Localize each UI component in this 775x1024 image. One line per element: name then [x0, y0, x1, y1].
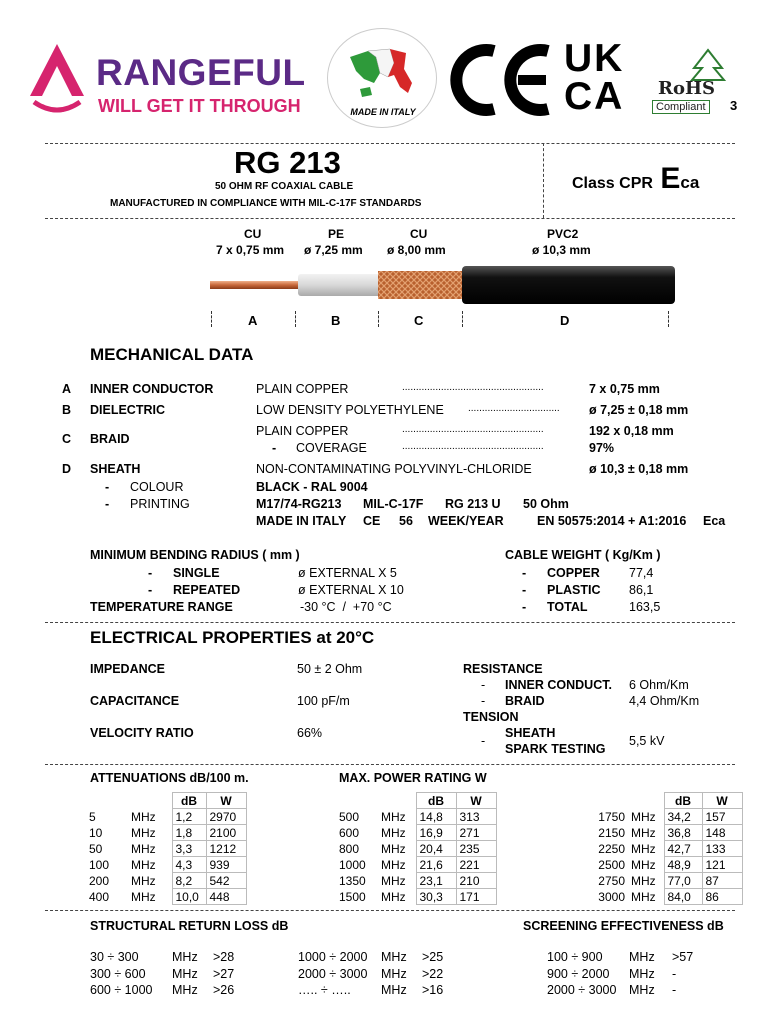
layer-c-material: CU	[410, 227, 428, 241]
table-row	[336, 857, 496, 873]
cpr-class	[572, 162, 699, 196]
mech-value: 97%	[589, 441, 615, 455]
layer-tick	[295, 311, 296, 327]
mech-name: PRINTING	[130, 497, 190, 511]
mech-name: DIELECTRIC	[90, 403, 165, 417]
column-db-header: dB	[172, 793, 206, 809]
cell-unit: MHz	[631, 857, 656, 872]
temperature-label: TEMPERATURE RANGE	[90, 600, 233, 614]
cell-freq: 10	[89, 825, 103, 840]
mech-dots: ...................................................	[402, 382, 544, 393]
cell-freq: 1750	[598, 809, 625, 824]
divider	[45, 143, 735, 144]
cell-unit: MHz	[131, 841, 156, 856]
mech-code: A	[62, 382, 72, 396]
mech-code: B	[62, 403, 72, 417]
divider-vertical	[543, 143, 544, 218]
cell-unit: MHz	[381, 841, 406, 856]
mech-desc: LOW DENSITY POLYETHYLENE	[256, 403, 444, 417]
screening-unit: MHz	[629, 966, 655, 981]
electrical-title: ELECTRICAL PROPERTIES at 20°C	[90, 628, 375, 647]
return-loss-unit: MHz	[381, 950, 407, 964]
column-w-header: W	[456, 793, 496, 809]
divider	[45, 910, 735, 911]
table-row	[584, 889, 742, 905]
table-row	[336, 873, 496, 889]
cell-db: 30,3	[416, 889, 456, 905]
table-row	[584, 857, 742, 873]
layer-c-size: ø 8,00 mm	[387, 243, 446, 257]
screening-unit: MHz	[629, 950, 655, 964]
weight-total-label: TOTAL	[547, 600, 588, 614]
column-w-header: W	[702, 793, 742, 809]
screening-range: 100 ÷ 900	[547, 950, 603, 964]
attenuation-table-2	[336, 792, 497, 905]
attenuation-title: ATTENUATIONS dB/100 m.	[90, 771, 249, 785]
return-loss-unit: MHz	[381, 966, 407, 981]
return-loss-unit: MHz	[381, 983, 407, 997]
resistance-title: RESISTANCE	[463, 662, 543, 676]
cell-w: 2970	[206, 809, 246, 825]
mech-dash: -	[105, 497, 110, 511]
mech-row-c-coverage	[0, 441, 775, 457]
dash: -	[148, 566, 153, 580]
return-loss-unit: MHz	[172, 966, 198, 981]
cpr-sub: ca	[680, 173, 700, 192]
layer-a-material: CU	[244, 227, 262, 241]
inner-resistance-row	[0, 678, 775, 694]
cell-db: 1,8	[172, 825, 206, 841]
cell-unit: MHz	[131, 873, 156, 888]
product-model: RG 213	[234, 145, 341, 180]
cell-db: 10,0	[172, 889, 206, 905]
rohs-label: RoHS	[658, 78, 715, 99]
divider	[45, 622, 735, 623]
italy-map-icon	[346, 43, 420, 103]
screening-value: -	[672, 966, 677, 981]
mech-row-c-copper	[0, 424, 775, 440]
tension-row	[0, 710, 775, 726]
printing-text: EN 50575:2014 + A1:2016	[537, 514, 687, 528]
cell-db: 14,8	[416, 809, 456, 825]
mech-row-colour	[0, 480, 775, 496]
mech-desc: COVERAGE	[296, 441, 367, 455]
impedance-label: IMPEDANCE	[90, 662, 166, 676]
mech-name: INNER CONDUCTOR	[90, 382, 214, 396]
bending-single-label: SINGLE	[173, 566, 220, 580]
cpr-big: E	[660, 162, 681, 195]
made-in-italy-text: MADE IN ITALY	[350, 107, 416, 117]
layer-a-letter: A	[248, 313, 258, 328]
cell-freq: 600	[339, 825, 360, 840]
mech-value: ø 10,3 ± 0,18 mm	[589, 462, 689, 476]
empty-header	[378, 793, 416, 809]
spark-row	[0, 742, 775, 758]
layer-tick	[378, 311, 379, 327]
empty-header	[336, 793, 378, 809]
mech-dots: ...................................................	[402, 424, 544, 435]
bending-single-value: ø EXTERNAL X 5	[298, 566, 397, 580]
cell-freq: 1350	[339, 873, 366, 888]
cell-freq: 2750	[598, 873, 625, 888]
weight-total-value: 163,5	[629, 600, 661, 614]
cell-w: 1212	[206, 841, 246, 857]
cell-w: 2100	[206, 825, 246, 841]
return-loss-value: >26	[213, 983, 235, 997]
cell-db: 36,8	[664, 825, 702, 841]
mech-name: COLOUR	[130, 480, 184, 494]
weight-copper-value: 77,4	[629, 566, 654, 580]
mech-row-printing-2	[0, 514, 775, 530]
table-row	[86, 841, 246, 857]
cell-w: 133	[702, 841, 742, 857]
brand-tagline: WILL GET IT THROUGH	[98, 96, 301, 116]
return-loss-value: >16	[422, 983, 444, 997]
temperature-row	[0, 600, 775, 616]
layer-b-size: ø 7,25 mm	[304, 243, 363, 257]
cell-freq: 2150	[598, 825, 625, 840]
capacitance-value: 100 pF/m	[297, 694, 350, 708]
dash: -	[481, 694, 486, 708]
bending-repeated-label: REPEATED	[173, 583, 241, 597]
ukca-top: UK	[564, 37, 625, 80]
cell-w: 235	[456, 841, 496, 857]
ukca-mark	[564, 37, 644, 120]
return-loss-range: ….. ÷ …..	[298, 983, 351, 997]
bending-repeated-value: ø EXTERNAL X 10	[298, 583, 404, 597]
divider	[45, 218, 735, 219]
dash: -	[522, 583, 527, 597]
capacitance-label: CAPACITANCE	[90, 694, 180, 708]
bending-repeated-row	[0, 583, 775, 599]
printing-text: Eca	[703, 514, 726, 528]
return-loss-value: >27	[213, 966, 235, 981]
cell-w: 86	[702, 889, 742, 905]
table-row	[86, 889, 246, 905]
mech-row-d	[0, 462, 775, 478]
bending-single-row	[0, 566, 775, 582]
printing-text: MADE IN ITALY	[256, 514, 347, 528]
attenuation-header-row	[86, 793, 246, 809]
cell-unit: MHz	[131, 825, 156, 840]
dash: -	[522, 566, 527, 580]
cell-w: 171	[456, 889, 496, 905]
screening-range: 2000 ÷ 3000	[547, 983, 617, 997]
attenuation-header-row	[584, 793, 742, 809]
cell-freq: 500	[339, 809, 360, 824]
screening-value: >57	[672, 950, 694, 964]
braid-resistance-value: 4,4 Ohm/Km	[629, 694, 700, 708]
cell-db: 16,9	[416, 825, 456, 841]
impedance-value: 50 ± 2 Ohm	[297, 662, 363, 676]
mech-desc: PLAIN COPPER	[256, 382, 349, 396]
cell-db: 1,2	[172, 809, 206, 825]
table-row	[584, 825, 742, 841]
cell-unit: MHz	[381, 873, 406, 888]
cell-unit: MHz	[381, 889, 406, 904]
cell-unit: MHz	[631, 889, 656, 904]
printing-text: M17/74-RG213	[256, 497, 342, 511]
table-row	[584, 873, 742, 889]
screening-unit: MHz	[629, 983, 655, 997]
temperature-value: -30 °C / +70 °C	[300, 600, 392, 614]
inner-resistance-label: INNER CONDUCT.	[505, 678, 612, 692]
cell-db: 84,0	[664, 889, 702, 905]
ukca-bottom: CA	[564, 75, 625, 118]
mech-value: 192 x 0,18 mm	[589, 424, 674, 438]
dash: -	[522, 600, 527, 614]
printing-text: 56	[399, 514, 413, 528]
dash: -	[481, 678, 486, 692]
cell-db: 8,2	[172, 873, 206, 889]
screening-value: -	[672, 983, 677, 997]
weight-plastic-label: PLASTIC	[547, 583, 601, 597]
bending-title: MINIMUM BENDING RADIUS ( mm )	[90, 548, 300, 562]
cell-db: 20,4	[416, 841, 456, 857]
weight-plastic-value: 86,1	[629, 583, 654, 597]
spark-label: SPARK TESTING	[505, 742, 606, 756]
mech-desc: PLAIN COPPER	[256, 424, 349, 438]
mech-name: BRAID	[90, 432, 130, 446]
velocity-value: 66%	[297, 726, 323, 740]
empty-header	[86, 793, 128, 809]
cell-w: 210	[456, 873, 496, 889]
dash: -	[481, 734, 486, 748]
cell-w: 87	[702, 873, 742, 889]
tension-title: TENSION	[463, 710, 519, 724]
empty-header	[628, 793, 664, 809]
empty-header	[128, 793, 172, 809]
cell-freq: 1000	[339, 857, 366, 872]
cell-db: 77,0	[664, 873, 702, 889]
cell-unit: MHz	[631, 841, 656, 856]
made-in-italy-badge	[327, 28, 437, 128]
cell-db: 4,3	[172, 857, 206, 873]
cell-db: 23,1	[416, 873, 456, 889]
cell-w: 448	[206, 889, 246, 905]
table-row	[336, 841, 496, 857]
return-loss-value: >25	[422, 950, 444, 964]
mech-dots: .................................	[468, 403, 560, 414]
cpr-label: Class CPR	[572, 175, 653, 192]
product-standard: MANUFACTURED IN COMPLIANCE WITH MIL-C-17F STANDARDS	[110, 198, 422, 209]
table-row	[584, 841, 742, 857]
layer-d-material: PVC2	[547, 227, 579, 241]
velocity-label: VELOCITY RATIO	[90, 726, 194, 740]
layer-d-size: ø 10,3 mm	[532, 243, 591, 257]
empty-header	[584, 793, 628, 809]
mech-desc: NON-CONTAMINATING POLYVINYL-CHLORIDE	[256, 462, 532, 476]
return-loss-unit: MHz	[172, 950, 198, 964]
attenuation-table-1	[86, 792, 247, 905]
inner-resistance-value: 6 Ohm/Km	[629, 678, 689, 692]
cell-freq: 2250	[598, 841, 625, 856]
cell-unit: MHz	[381, 809, 406, 824]
layer-c-letter: C	[414, 313, 424, 328]
layer-b-material: PE	[328, 227, 345, 241]
table-row	[86, 873, 246, 889]
printing-text: 50 Ohm	[523, 497, 569, 511]
screening-title: SCREENING EFFECTIVENESS dB	[523, 919, 724, 933]
cell-freq: 5	[89, 809, 96, 824]
column-db-header: dB	[664, 793, 702, 809]
return-loss-range: 2000 ÷ 3000	[298, 966, 368, 981]
cell-freq: 800	[339, 841, 360, 856]
power-title: MAX. POWER RATING W	[339, 771, 487, 785]
printing-text: MIL-C-17F	[363, 497, 424, 511]
layer-b-letter: B	[331, 313, 341, 328]
layer-d-letter: D	[560, 313, 570, 328]
divider	[45, 764, 735, 765]
layer-tick	[211, 311, 212, 327]
return-loss-title: STRUCTURAL RETURN LOSS dB	[90, 919, 289, 933]
cell-unit: MHz	[131, 889, 156, 904]
weight-title: CABLE WEIGHT ( Kg/Km )	[505, 548, 661, 562]
rohs-compliant: Compliant	[652, 100, 710, 114]
cell-freq: 100	[89, 857, 110, 872]
return-loss-unit: MHz	[172, 983, 198, 997]
cell-w: 271	[456, 825, 496, 841]
printing-text: WEEK/YEAR	[428, 514, 504, 528]
return-loss-value: >22	[422, 966, 444, 981]
mech-code: C	[62, 432, 72, 446]
mech-value: 7 x 0,75 mm	[589, 382, 660, 396]
table-row	[86, 857, 246, 873]
mech-row-printing	[0, 497, 775, 513]
rangeful-logo	[22, 40, 312, 120]
return-loss-value: >28	[213, 950, 235, 964]
mech-value: BLACK - RAL 9004	[256, 480, 368, 494]
layer-tick	[668, 311, 669, 327]
rangeful-mark-icon	[22, 40, 92, 120]
cell-unit: MHz	[131, 857, 156, 872]
column-db-header: dB	[416, 793, 456, 809]
cell-w: 221	[456, 857, 496, 873]
cell-w: 148	[702, 825, 742, 841]
cell-w: 542	[206, 873, 246, 889]
cell-freq: 400	[89, 889, 110, 904]
ce-mark	[448, 35, 553, 125]
column-w-header: W	[206, 793, 246, 809]
cell-freq: 3000	[598, 889, 625, 904]
table-row	[86, 825, 246, 841]
mech-name: SHEATH	[90, 462, 141, 476]
cell-freq: 50	[89, 841, 103, 856]
capacitance-row	[0, 694, 775, 710]
rohs-number: 3	[730, 98, 738, 113]
attenuation-table-3	[584, 792, 743, 905]
mech-dots: ...................................................	[402, 441, 544, 452]
mech-value: ø 7,25 ± 0,18 mm	[589, 403, 689, 417]
cell-w: 157	[702, 809, 742, 825]
cell-w: 939	[206, 857, 246, 873]
cell-w: 313	[456, 809, 496, 825]
braid-resistance-label: BRAID	[505, 694, 545, 708]
impedance-row	[0, 662, 775, 678]
weight-copper-label: COPPER	[547, 566, 600, 580]
mechanical-title: MECHANICAL DATA	[90, 345, 254, 364]
rohs-badge	[650, 48, 750, 120]
printing-text: CE	[363, 514, 381, 528]
cell-db: 3,3	[172, 841, 206, 857]
cell-unit: MHz	[381, 825, 406, 840]
cell-db: 48,9	[664, 857, 702, 873]
tree-icon	[688, 48, 728, 82]
mech-dash: -	[105, 480, 110, 494]
bending-title-row	[0, 548, 775, 564]
brand-name: RANGEFUL	[96, 52, 306, 93]
ce-mark-icon	[448, 35, 553, 125]
cell-unit: MHz	[631, 825, 656, 840]
table-row	[336, 809, 496, 825]
mech-code: D	[62, 462, 72, 476]
cell-w: 121	[702, 857, 742, 873]
dash: -	[148, 583, 153, 597]
cable-cross-section-image	[210, 262, 675, 308]
cell-freq: 200	[89, 873, 110, 888]
cell-unit: MHz	[631, 809, 656, 824]
layer-tick	[462, 311, 463, 327]
return-loss-range: 1000 ÷ 2000	[298, 950, 368, 964]
cell-db: 21,6	[416, 857, 456, 873]
return-loss-range: 30 ÷ 300	[90, 950, 139, 964]
table-row	[584, 809, 742, 825]
return-loss-range: 600 ÷ 1000	[90, 983, 153, 997]
cell-unit: MHz	[631, 873, 656, 888]
return-loss-range: 300 ÷ 600	[90, 966, 146, 981]
mech-row-a	[0, 382, 775, 398]
cell-unit: MHz	[381, 857, 406, 872]
mech-dash: -	[272, 441, 277, 455]
product-subtitle: 50 OHM RF COAXIAL CABLE	[215, 181, 354, 192]
sheath-label: SHEATH	[505, 726, 556, 740]
cell-unit: MHz	[131, 809, 156, 824]
table-row	[86, 809, 246, 825]
layer-a-size: 7 x 0,75 mm	[216, 243, 285, 257]
table-row	[336, 825, 496, 841]
attenuation-header-row	[336, 793, 496, 809]
cell-db: 42,7	[664, 841, 702, 857]
table-row	[336, 889, 496, 905]
cell-db: 34,2	[664, 809, 702, 825]
mech-row-b	[0, 403, 775, 419]
spark-value: 5,5 kV	[629, 734, 665, 748]
printing-text: RG 213 U	[445, 497, 501, 511]
screening-range: 900 ÷ 2000	[547, 966, 610, 981]
cell-freq: 2500	[598, 857, 625, 872]
cell-freq: 1500	[339, 889, 366, 904]
